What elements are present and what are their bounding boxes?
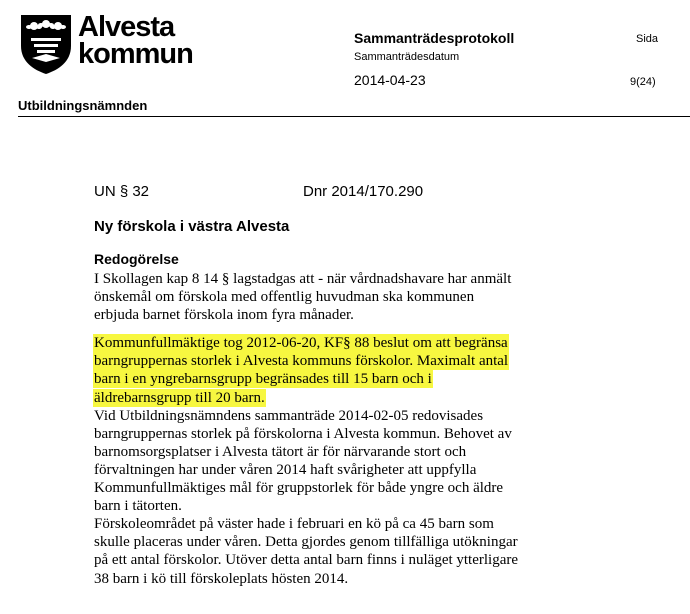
- paragraph-3: [94, 407, 564, 516]
- highlighted-text-line: barn i en yngrebarnsgrupp begränsades till 15 barn och i: [94, 371, 432, 388]
- text-line: erbjuda barnet förskola inom fyra månader.: [94, 307, 354, 324]
- text-line: barnomsorgsplatser i Alvesta tätort är för närvarande stort och: [94, 443, 467, 460]
- text-line: förvaltningen har under våren 2014 haft svårigheter att uppfylla: [94, 461, 477, 478]
- text-line: barngruppernas storlek på förskolorna i Alvesta kommun. Behovet av: [94, 425, 512, 442]
- text-line: skulle placeras under våren. Detta gjordes genom tillfälliga utökningar: [94, 534, 518, 551]
- highlighted-text-line: äldrebarnsgrupp till 20 barn.: [94, 389, 265, 406]
- highlighted-text-line: Kommunfullmäktige tog 2012-06-20, KF§ 88 beslut om att begränsa: [94, 335, 508, 352]
- department-name: Utbildningsnämnden: [18, 98, 148, 113]
- meeting-date: 2014-04-23: [354, 72, 426, 88]
- municipality-logo: [18, 11, 193, 76]
- document-body: [94, 270, 564, 588]
- logo-wordmark: [78, 11, 193, 70]
- diary-number: Dnr 2014/170.290: [303, 183, 424, 200]
- text-line: I Skollagen kap 8 14 § lagstadgas att - när vårdnadshavare har anmält: [94, 271, 512, 287]
- page-label: Sida: [636, 33, 659, 45]
- section-heading: Redogörelse: [94, 251, 179, 267]
- logo-line-2: kommun: [78, 38, 193, 70]
- text-line: Förskoleområdet på väster hade i februari en kö på ca 45 barn som: [94, 516, 494, 533]
- meeting-date-label: Sammanträdesdatum: [354, 51, 460, 63]
- header-divider: [18, 116, 690, 117]
- page-current: 9: [630, 76, 637, 88]
- paragraph-1: [94, 270, 564, 324]
- page-total: (24): [636, 76, 656, 88]
- text-line: barn i tätorten.: [94, 498, 182, 515]
- case-title: Ny förskola i västra Alvesta: [94, 218, 290, 235]
- coat-of-arms-icon: [18, 12, 74, 76]
- text-line: Kommunfullmäktiges mål för gruppstorlek för både yngre och äldre: [94, 480, 504, 497]
- text-line: önskemål om förskola med offentlig huvudman ska kommunen: [94, 289, 475, 306]
- logo-line-1: Alvesta: [78, 11, 175, 43]
- text-line: Vid Utbildningsnämndens sammanträde 2014-02-05 redovisades: [94, 407, 484, 424]
- document-type: Sammanträdesprotokoll: [354, 30, 515, 46]
- paragraph-2-highlighted: [94, 334, 564, 406]
- page-number: [630, 76, 656, 88]
- text-line: 38 barn i kö till förskoleplats hösten 2014.: [94, 570, 349, 587]
- highlighted-text-line: barngruppernas storlek i Alvesta kommuns förskolor. Maximalt antal: [94, 353, 509, 370]
- text-line: på ett antal förskolor. Utöver detta antal barn finns i nuläget ytterligare: [94, 552, 519, 569]
- case-number: UN § 32: [94, 183, 150, 200]
- paragraph-4: [94, 515, 564, 587]
